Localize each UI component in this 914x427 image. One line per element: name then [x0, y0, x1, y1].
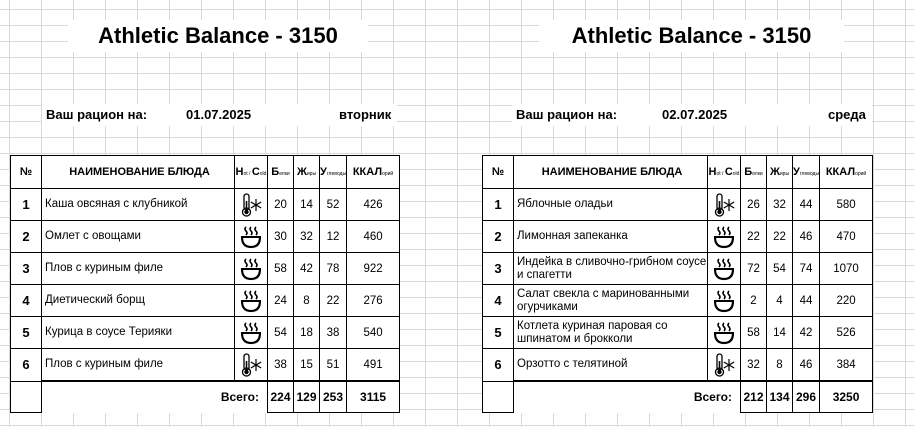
kcal-value: 220	[820, 285, 873, 317]
row-number: 6	[11, 349, 42, 382]
cold-icon	[235, 189, 268, 221]
carbs-value: 12	[320, 221, 347, 253]
table-row	[11, 221, 400, 253]
carbs-value: 78	[320, 253, 347, 285]
row-number: 3	[11, 253, 42, 285]
total-carbs: 296	[793, 381, 820, 413]
kcal-value: 580	[820, 189, 873, 221]
carbs-value: 44	[793, 285, 820, 317]
fat-value: 18	[294, 317, 320, 349]
carbs-value: 46	[793, 221, 820, 253]
dish-name: Котлета куриная паровая со шпинатом и брокколи	[514, 317, 708, 349]
total-protein: 224	[268, 381, 294, 413]
ration-label: Ваш рацион на:	[516, 107, 618, 122]
total-fat: 129	[294, 381, 320, 413]
protein-value: 24	[268, 285, 294, 317]
cold-icon	[708, 349, 741, 382]
carbs-value: 22	[320, 285, 347, 317]
row-number: 1	[11, 189, 42, 221]
protein-value: 32	[741, 349, 767, 382]
kcal-value: 540	[347, 317, 400, 349]
row-number: 5	[11, 317, 42, 349]
kcal-value: 491	[347, 349, 400, 382]
ration-info	[42, 104, 397, 126]
row-number: 6	[483, 349, 514, 382]
carbs-value: 46	[793, 349, 820, 382]
header-hot-cold: Нot / Сold	[235, 156, 268, 189]
protein-value: 22	[741, 221, 767, 253]
header-kcal: ККАЛорий	[820, 156, 873, 189]
dish-name: Лимонная запеканка	[514, 221, 708, 253]
hot-icon	[235, 285, 268, 317]
header-fat: Жиры	[767, 156, 793, 189]
header-fat: Жиры	[294, 156, 320, 189]
header-carbs: Углеводы	[793, 156, 820, 189]
total-protein: 212	[741, 381, 767, 413]
total-kcal: 3250	[820, 381, 873, 413]
table-row	[11, 317, 400, 349]
menu-table	[10, 155, 400, 413]
fat-value: 15	[294, 349, 320, 382]
row-number: 5	[483, 317, 514, 349]
menu-title: Athletic Balance - 3150	[539, 20, 844, 52]
header-protein: Белки	[741, 156, 767, 189]
menu-day-2	[457, 0, 914, 427]
carbs-value: 74	[793, 253, 820, 285]
menu-table	[482, 155, 873, 413]
kcal-value: 470	[820, 221, 873, 253]
table-row	[483, 317, 873, 349]
total-spacer	[483, 381, 514, 413]
fat-value: 14	[767, 317, 793, 349]
protein-value: 2	[741, 285, 767, 317]
protein-value: 54	[268, 317, 294, 349]
row-number: 4	[11, 285, 42, 317]
total-row	[483, 381, 873, 413]
kcal-value: 460	[347, 221, 400, 253]
dish-name: Яблочные оладьи	[514, 189, 708, 221]
carbs-value: 51	[320, 349, 347, 382]
ration-weekday: вторник	[339, 107, 392, 122]
total-kcal: 3115	[347, 381, 400, 413]
protein-value: 72	[741, 253, 767, 285]
header-dish-name: НАИМЕНОВАНИЕ БЛЮДА	[514, 156, 708, 189]
total-label: Всего:	[42, 381, 268, 413]
cold-icon	[235, 349, 268, 382]
protein-value: 26	[741, 189, 767, 221]
row-number: 2	[11, 221, 42, 253]
kcal-value: 1070	[820, 253, 873, 285]
ration-weekday: среда	[828, 107, 866, 122]
header-carbs: Углеводы	[320, 156, 347, 189]
table-row	[483, 221, 873, 253]
kcal-value: 922	[347, 253, 400, 285]
carbs-value: 44	[793, 189, 820, 221]
table-row	[483, 253, 873, 285]
fat-value: 14	[294, 189, 320, 221]
fat-value: 22	[767, 221, 793, 253]
cold-icon	[708, 189, 741, 221]
total-carbs: 253	[320, 381, 347, 413]
ration-date: 02.07.2025	[662, 107, 728, 122]
menu-title: Athletic Balance - 3150	[68, 20, 368, 52]
table-row	[483, 285, 873, 317]
fat-value: 32	[294, 221, 320, 253]
hot-icon	[235, 317, 268, 349]
dish-name: Курица в соусе Терияки	[42, 317, 235, 349]
fat-value: 32	[767, 189, 793, 221]
fat-value: 8	[767, 349, 793, 382]
hot-icon	[708, 285, 741, 317]
header-hot-cold: Нot / Сold	[708, 156, 741, 189]
protein-value: 58	[741, 317, 767, 349]
row-number: 2	[483, 221, 514, 253]
ration-info	[512, 104, 872, 126]
header-dish-name: НАИМЕНОВАНИЕ БЛЮДА	[42, 156, 235, 189]
total-fat: 134	[767, 381, 793, 413]
table-row	[483, 189, 873, 221]
fat-value: 42	[294, 253, 320, 285]
dish-name: Плов с куриным филе	[42, 349, 235, 382]
hot-icon	[235, 221, 268, 253]
fat-value: 8	[294, 285, 320, 317]
header-kcal: ККАЛорий	[347, 156, 400, 189]
carbs-value: 42	[793, 317, 820, 349]
ration-date: 01.07.2025	[186, 107, 252, 122]
hot-icon	[235, 253, 268, 285]
total-label: Всего:	[514, 381, 741, 413]
table-header-row	[11, 156, 400, 189]
kcal-value: 384	[820, 349, 873, 382]
dish-name: Омлет с овощами	[42, 221, 235, 253]
table-row	[11, 349, 400, 382]
row-number: 4	[483, 285, 514, 317]
dish-name: Плов с куриным филе	[42, 253, 235, 285]
ration-label: Ваш рацион на:	[46, 107, 148, 122]
total-row	[11, 381, 400, 413]
fat-value: 4	[767, 285, 793, 317]
kcal-value: 276	[347, 285, 400, 317]
dish-name: Салат свекла с маринованными огурчиками	[514, 285, 708, 317]
row-number: 3	[483, 253, 514, 285]
kcal-value: 526	[820, 317, 873, 349]
table-row	[11, 285, 400, 317]
dish-name: Орзотто с телятиной	[514, 349, 708, 382]
dish-name: Диетический борщ	[42, 285, 235, 317]
carbs-value: 38	[320, 317, 347, 349]
table-row	[11, 189, 400, 221]
total-spacer	[11, 381, 42, 413]
protein-value: 30	[268, 221, 294, 253]
protein-value: 58	[268, 253, 294, 285]
dish-name: Каша овсяная с клубникой	[42, 189, 235, 221]
protein-value: 20	[268, 189, 294, 221]
table-header-row	[483, 156, 873, 189]
carbs-value: 52	[320, 189, 347, 221]
hot-icon	[708, 253, 741, 285]
hot-icon	[708, 221, 741, 253]
header-protein: Белки	[268, 156, 294, 189]
protein-value: 38	[268, 349, 294, 382]
header-num: №	[483, 156, 514, 189]
hot-icon	[708, 317, 741, 349]
kcal-value: 426	[347, 189, 400, 221]
dish-name: Индейка в сливочно-грибном соусе и спагетти	[514, 253, 708, 285]
header-num: №	[11, 156, 42, 189]
table-row	[483, 349, 873, 382]
row-number: 1	[483, 189, 514, 221]
table-row	[11, 253, 400, 285]
fat-value: 54	[767, 253, 793, 285]
